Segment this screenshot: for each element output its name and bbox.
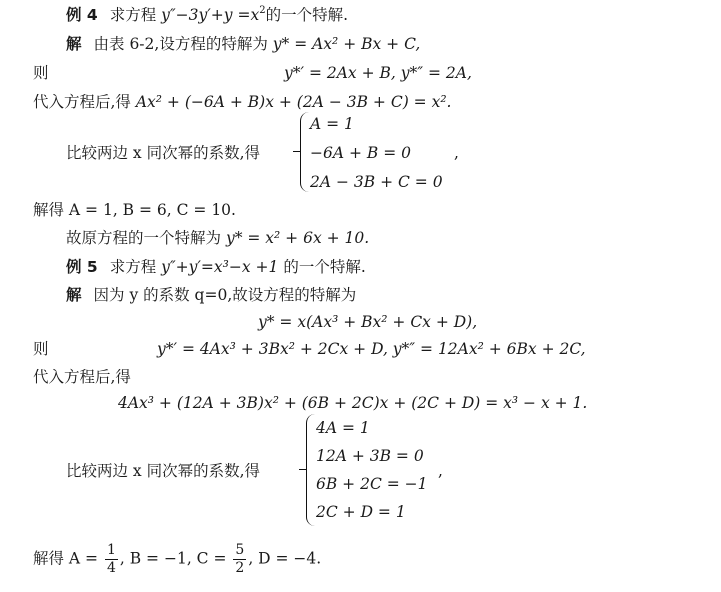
example4-result: 解得 A = 1, B = 6, C = 10. (33, 201, 236, 219)
system-eq-1: 4A = 1 (316, 419, 370, 437)
example5-equation: y″+y′=x³−x +1 (161, 258, 279, 276)
solution-label: 解 (66, 35, 82, 53)
example4-final: 故原方程的一个特解为 y* = x² + 6x + 10. (66, 229, 370, 247)
then-label: 则 (33, 340, 49, 358)
fraction-c: $\frac{5}{2}$ (235, 542, 245, 576)
example5-substitution-text: 代入方程后,得 (33, 368, 131, 386)
trial-solution: y* = Ax² + Bx + C, (272, 35, 421, 53)
system-eq-3: 2A − 3B + C = 0 (310, 173, 443, 191)
example5-label: 例 5 (66, 258, 98, 276)
left-brace (306, 414, 315, 526)
fraction-a: $\frac{1}{4}$ (106, 542, 116, 576)
then-label: 则 (33, 64, 49, 82)
example5-solution-intro: 解 因为 y 的系数 q=0,故设方程的特解为 (66, 286, 357, 304)
example4-equation-system: A = 1 −6A + B = 0 2A − 3B + C = 0 , (300, 112, 480, 192)
system-eq-2: −6A + B = 0 (310, 144, 411, 162)
example4-equation: y″−3y′+y =x (161, 6, 260, 24)
example4-derivatives: y*′ = 2Ax + B, y*″ = 2A, (284, 64, 472, 82)
example5-result: 解得 A = $\frac{1}{4}$ , B = −1, C = $\frac{5}{2}$ , D = −4. (33, 542, 322, 576)
example4-label: 例 4 (66, 6, 98, 24)
example5-statement: 例 5 求方程 y″+y′=x³−x +1 的一个特解. (66, 258, 366, 276)
system-eq-4: 2C + D = 1 (316, 503, 406, 521)
example4-statement: 例 4 求方程 $y''-3y'+y =x^2$的一个特解. (66, 5, 349, 24)
left-brace (300, 112, 309, 192)
example5-substitution: 4Ax³ + (12A + 3B)x² + (6B + 2C)x + (2C + D) = x³ − x + 1. (118, 394, 588, 412)
example4-substitution: 代入方程后,得 Ax² + (−6A + B)x + (2A − 3B + C) = x². (33, 93, 452, 111)
solution-label: 解 (66, 286, 82, 304)
example5-derivatives: y*′ = 4Ax³ + 3Bx² + 2Cx + D, y*″ = 12Ax² + 6Bx + 2C, (157, 340, 586, 358)
example4-compare-text: 比较两边 x 同次幂的系数,得 (66, 144, 261, 162)
system-eq-3: 6B + 2C = −1 (316, 475, 428, 493)
system-eq-1: A = 1 (310, 115, 354, 133)
system-eq-2: 12A + 3B = 0 (316, 447, 424, 465)
example5-compare-text: 比较两边 x 同次幂的系数,得 (66, 462, 261, 480)
example5-trial: y* = x(Ax³ + Bx² + Cx + D), (258, 313, 478, 331)
example4-solution-intro: 解 由表 6-2,设方程的特解为 y* = Ax² + Bx + C, (66, 35, 421, 53)
example5-equation-system: 4A = 1 12A + 3B = 0 6B + 2C = −1 2C + D = 1 , (306, 414, 506, 526)
